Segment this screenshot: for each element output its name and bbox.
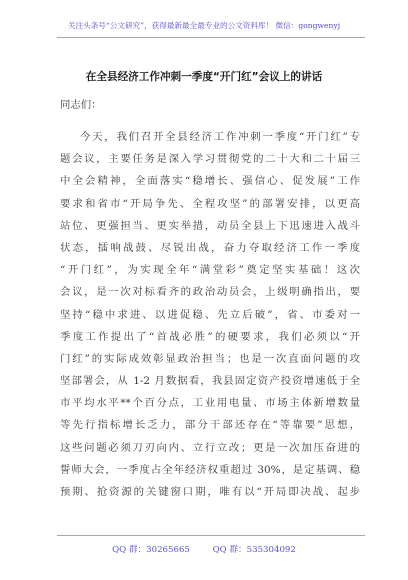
body-line: 这些问题必须刀刃向内、立行立改；更是一次加压奋进的: [60, 441, 360, 454]
body-line: 坚部署会，从 1-2 月数据看，我县固定资产投资增速低于全: [60, 375, 360, 388]
document-title: 在全县经济工作冲刺一季度“开门红”会议上的讲话: [85, 71, 323, 83]
body-line: 预期、抢资源的关键窗口期，唯有以“开局即决战、起步: [60, 486, 360, 498]
body-line: 市平均水平**个百分点，工业用电量、市场主体新增数量: [60, 397, 360, 410]
footer-qq-group-2: QQ 群：535304092: [212, 545, 296, 555]
body-line: 会议，是一次对标看齐的政治动员会，上级明确指出，要: [60, 286, 360, 299]
body-line: 等先行指标增长乏力，部分干部还存在“等靠要”思想，: [60, 419, 360, 432]
body-line: 中全会精神，全面落实“稳增长、强信心、促发展”工作: [60, 175, 360, 188]
body-line: “开门红”，为实现全年“满堂彩”奠定坚实基础！这次: [60, 264, 360, 277]
footer-qq-group-1: QQ 群：30265665: [112, 545, 190, 555]
header-divider: [57, 37, 365, 38]
body-line: 站位、更强担当、更实举措，动员全县上下迅速进入战斗: [60, 219, 360, 232]
body-line: 今天，我们召开全县经济工作冲刺一季度“开门红”专: [80, 131, 360, 143]
document-body: [60, 126, 360, 503]
footer: [0, 543, 408, 555]
body-line: 要求和省市“开局争先、全程攻坚”的部署安排，以更高: [60, 197, 360, 210]
header-banner: 关注头条号“公文研究”，获得最新最全最专业的公文资料库！ 微信：gongwenyj: [67, 21, 341, 30]
body-line: 誓师大会，一季度占全年经济权重超过 30%，是定基调、稳: [60, 463, 360, 476]
body-line: 门红”的实际成效彰显政治担当；也是一次直面问题的攻: [60, 352, 360, 365]
body-line: 季度工作提出了“首战必胜”的硬要求，我们必须以“开: [60, 330, 360, 343]
footer-divider: [57, 535, 365, 536]
body-line: 坚持“稳中求进、以进促稳、先立后破”，省、市委对一: [60, 308, 360, 321]
body-line: 题会议，主要任务是深入学习贯彻党的二十大和二十届三: [60, 153, 360, 166]
body-line: 状态，擂响战鼓、尽锐出战，奋力夺取经济工作一季度: [60, 241, 360, 254]
salutation: 同志们：: [60, 99, 102, 111]
